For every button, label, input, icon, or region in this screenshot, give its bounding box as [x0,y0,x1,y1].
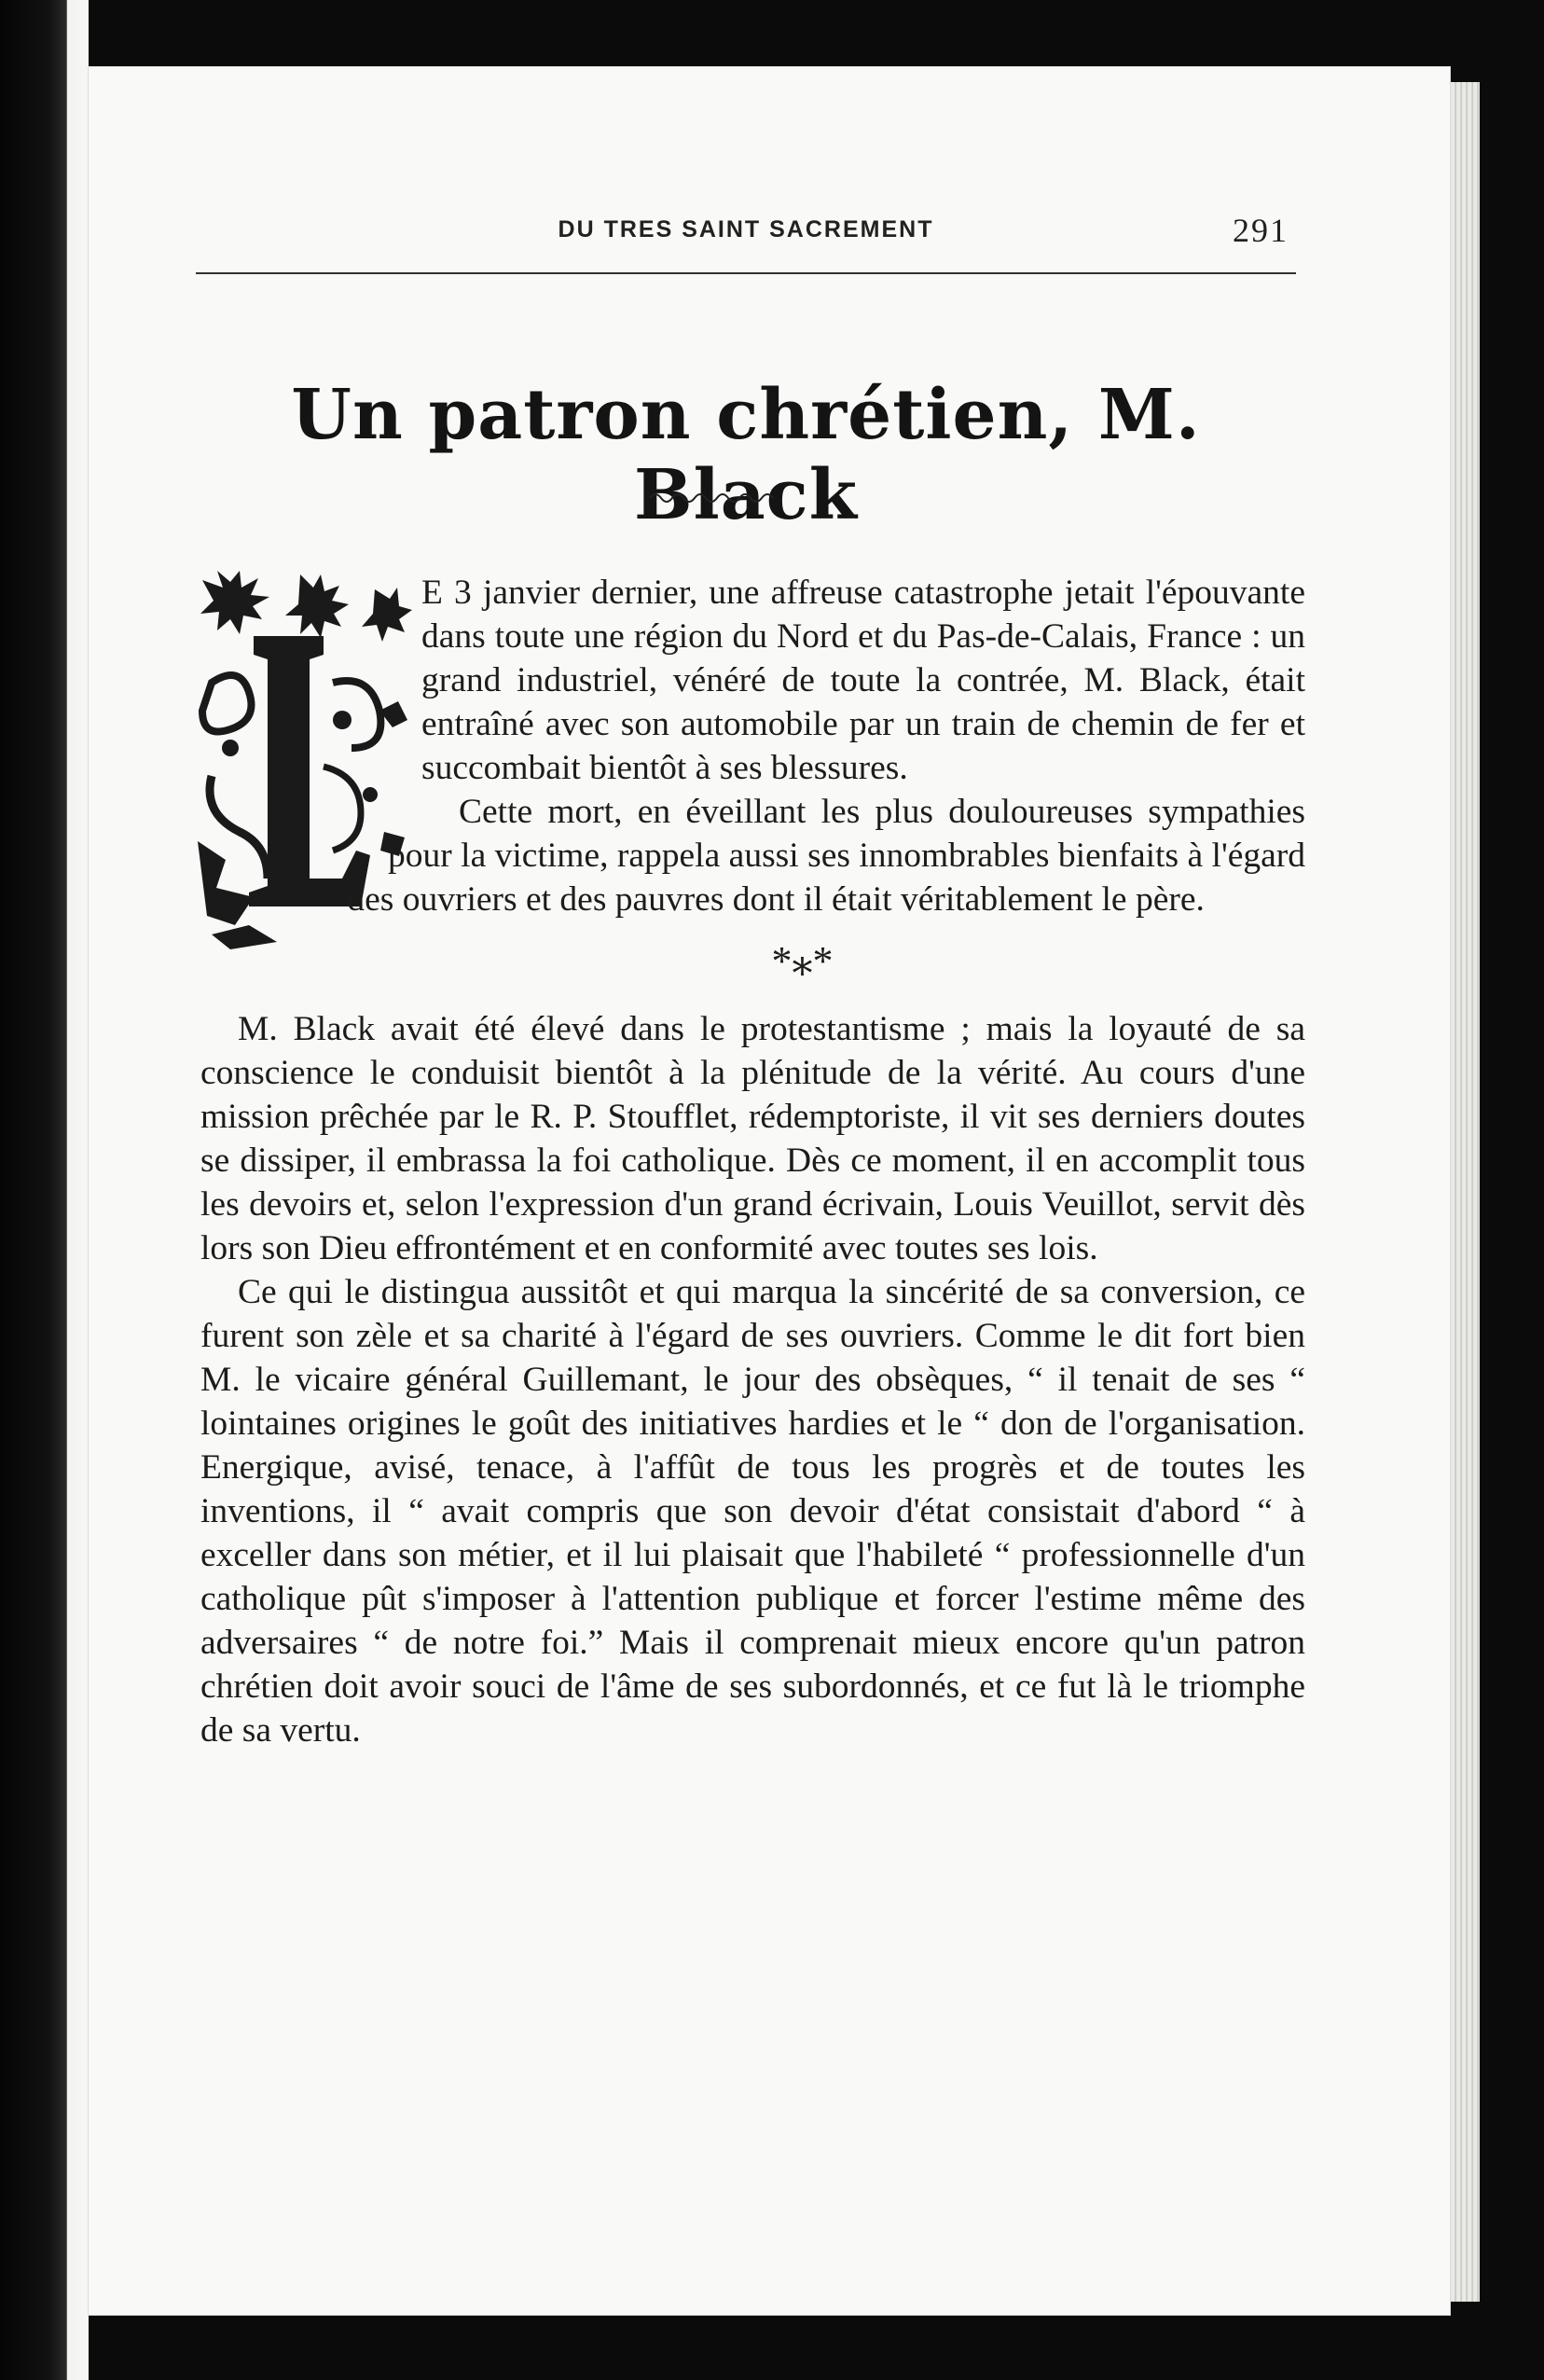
paragraph-1: E 3 janvier dernier, une affreuse catastrophe jetait l'épouvante dans toute une région du Nord et du Pas-de-Calais, France : un grand industriel, vénéré de toute la contrée, M. Black, était entraîné avec son automobile par un train de chemin de fer et succombait bientôt à ses blessures. [421,574,1305,787]
article-body [200,571,1305,1752]
paragraph-3: M. Black avait été élevé dans le protestantisme ; mais la loyauté de sa conscience le conduisit bientôt à la plénitude de la vérité. Au cours d'une mission prêchée par le R. P. Stoufflet, rédemptoriste, il vit ses derniers doutes se dissiper, il embrassa la foi catholique. Dès ce moment, il en accomplit tous les devoirs et, selon l'expression d'un grand écrivain, Louis Veuillot, servit dès lors son Dieu effrontément et en conformité avec toutes ses lois. [200,1010,1305,1267]
running-head [196,212,1296,274]
scan-left-edge [0,0,89,2380]
paragraph-4: Ce qui le distingua aussitôt et qui marqua la sincérité de sa conversion, ce furent son zèle et sa charité à l'égard de ses ouvriers. Comme le dit fort bien M. le vicaire général Guillemant, le jour des obsèques, “ il tenait de ses “ lointaines origines le goût des initiatives hardies et le “ don de l'organisation. Energique, avisé, tenace, à l'affût de tous les progrès et de toutes les inventions, il “ avait compris que son devoir d'état consistait d'abord “ à exceller dans son métier, et il lui plaisait que l'habileté “ professionnelle d'un catholique pût s'imposer à l'attention publique et forcer l'estime même des adversaires “ de notre foi.” Mais il comprenait mieux encore qu'un patron chrétien doit avoir souci de l'âme de ses subordonnés, et ce fut là le triomphe de sa vertu. [200,1273,1305,1750]
page-number: 291 [1233,212,1289,249]
running-title: DU TRES SAINT SACREMENT [558,216,934,242]
paragraph-2: Cette mort, en éveillant les plus douloureuses sympathies pour la victime, rappela aussi ses innombrables bienfaits à l'égard des ouvriers et des pauvres dont il était véritablement le père. [347,793,1305,919]
title-ornament [648,489,779,504]
asterism: *⁎* [771,938,834,984]
page-content [89,67,1450,2315]
article-title: Un patron chrétien, M. Black [291,375,1201,535]
